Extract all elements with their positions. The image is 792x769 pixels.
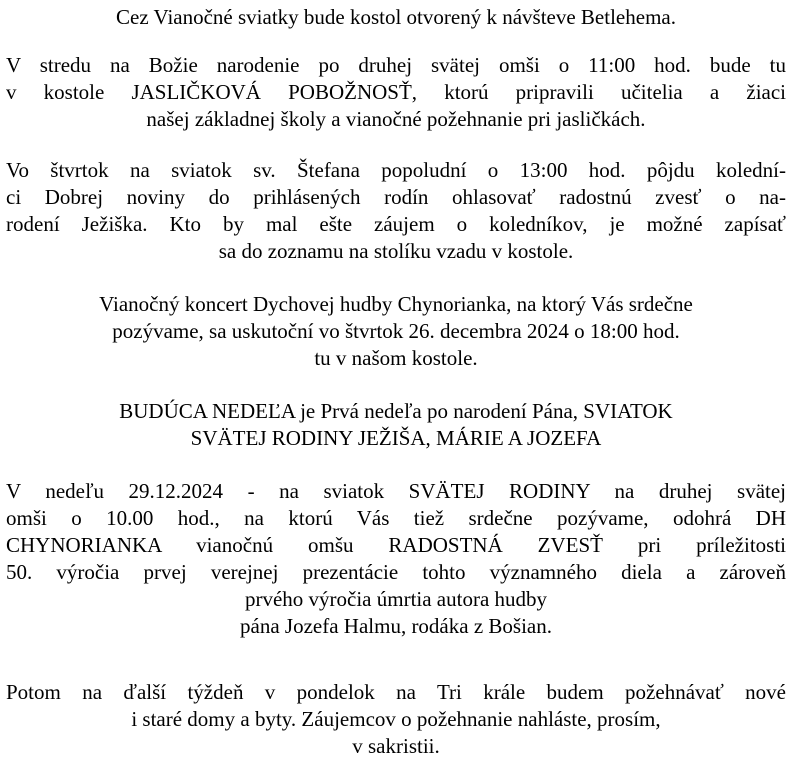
text-line: i staré domy a byty. Záujemcov o požehnanie nahláste, prosím, — [131, 707, 661, 731]
text-line: rodení Ježiška. Kto by mal ešte záujem o koledníkov, je možné zapísať — [6, 212, 786, 236]
paragraph-nativity-devotion — [0, 52, 792, 133]
text-line: Potom na ďalší týždeň v pondelok na Tri krále budem požehnávať nové — [6, 680, 786, 704]
text-line: BUDÚCA NEDEĽA je Prvá nedeľa po narodení Pána, SVIATOK — [119, 399, 673, 423]
text-line: sa do zoznamu na stolíku vzadu v kostole. — [218, 239, 574, 263]
paragraph-concert — [0, 291, 792, 372]
text-line: tu v našom kostole. — [314, 346, 478, 370]
paragraph-holy-family-mass — [0, 478, 792, 640]
text-line: ci Dobrej noviny do prihlásených rodín ohlasovať radostnú zvesť o na- — [6, 185, 786, 209]
text-line: CHYNORIANKA vianočnú omšu RADOSTNÁ ZVESŤ pri príležitosti — [6, 533, 786, 557]
text-line: Vianočný koncert Dychovej hudby Chynorianka, na ktorý Vás srdečne — [99, 292, 693, 316]
text-line: V stredu na Božie narodenie po druhej svätej omši o 11:00 hod. bude tu — [6, 53, 786, 77]
text-line: v sakristii. — [352, 734, 440, 758]
text-line: pozývame, sa uskutoční vo štvrtok 26. decembra 2024 o 18:00 hod. — [112, 319, 680, 343]
text-line: 50. výročia prvej verejnej prezentácie tohto významného diela a zároveň — [6, 560, 786, 584]
text-line: Cez Vianočné sviatky bude kostol otvorený k návšteve Betlehema. — [116, 5, 676, 29]
text-line: pána Jozefa Halmu, rodáka z Bošian. — [240, 614, 552, 638]
text-line: prvého výročia úmrtia autora hudby — [244, 587, 548, 611]
paragraph-house-blessing — [0, 679, 792, 760]
paragraph-carolers — [0, 157, 792, 265]
text-line: Vo štvrtok na sviatok sv. Štefana popoludní o 13:00 hod. pôjdu kolední- — [6, 158, 786, 182]
paragraph-next-sunday — [0, 398, 792, 452]
paragraph-church-open — [0, 4, 792, 31]
text-line: v kostole JASLIČKOVÁ POBOŽNOSŤ, ktorú pripravili učitelia a žiaci — [6, 80, 786, 104]
text-line: našej základnej školy a vianočné požehnanie pri jasličkách. — [146, 107, 646, 131]
text-line: V nedeľu 29.12.2024 - na sviatok SVÄTEJ RODINY na druhej svätej — [6, 479, 786, 503]
text-line: omši o 10.00 hod., na ktorú Vás tiež srdečne pozývame, odohrá DH — [6, 506, 786, 530]
text-line: SVÄTEJ RODINY JEŽIŠA, MÁRIE A JOZEFA — [190, 426, 602, 450]
